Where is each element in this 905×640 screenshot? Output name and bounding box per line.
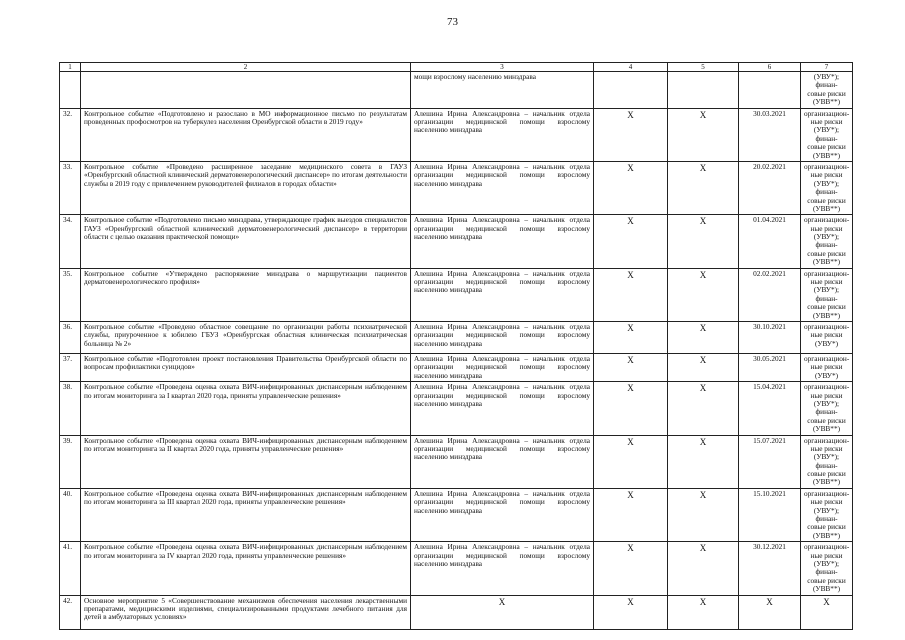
risk-line: совые риски: [807, 302, 846, 312]
risk-line: (УВУ*); финан-: [813, 232, 840, 250]
responsible-cell: Алешина Ирина Александровна – начальник отдела организации медицинской помощи взрослому населению минздрава: [411, 353, 594, 381]
risk-cell: [801, 595, 853, 629]
date-cell: 15.04.2021: [739, 382, 801, 435]
risk-line: организацион-: [804, 215, 850, 225]
responsible-cell: Алешина Ирина Александровна – начальник отдела организации медицинской помощи взрослому населению минздрава: [411, 321, 594, 353]
responsible-cell: Алешина Ирина Александровна – начальник отдела организации медицинской помощи взрослому населению минздрава: [411, 268, 594, 321]
risk-line: организацион-: [804, 353, 850, 363]
table-row: [60, 353, 853, 381]
table-row: [60, 161, 853, 214]
column-5-cell: Х: [668, 161, 739, 214]
column-5-cell: Х: [668, 321, 739, 353]
responsible-cell: Алешина Ирина Александровна – начальник отдела организации медицинской помощи взрослому населению минздрава: [411, 488, 594, 541]
risk-line: ные риски: [810, 497, 843, 507]
risk-cell: [801, 435, 853, 488]
risk-line: (УВВ**): [812, 150, 841, 160]
description-cell: Контрольное событие «Проведено областное совещание по организации работы психиатрической службы, приуроченное к юбилею ГБУЗ «Оренбургская областная клиническая психиатрическая больница № 2»: [81, 321, 411, 353]
column-5-cell: Х: [668, 215, 739, 268]
description-cell: Контрольное событие «Проведено расширенное заседание медицинского совета в ГАУЗ «Оренбургский областной клинический дерматовенерологический диспансер» по итогам деятельности службы в 2019 году с привлечением руководителей филиалов в городах области»: [81, 161, 411, 214]
risk-cell: [801, 108, 853, 161]
risk-line: (УВУ*); финан-: [813, 285, 840, 303]
column-5-cell: Х: [668, 268, 739, 321]
responsible-cell: Х: [411, 595, 594, 629]
continuation-row: [60, 72, 853, 109]
column-4-cell: Х: [594, 595, 668, 629]
column-4-cell: [594, 72, 668, 109]
column-number-row: [60, 63, 853, 72]
column-number: 3: [411, 63, 594, 72]
column-4-cell: Х: [594, 382, 668, 435]
risk-line: совые риски: [807, 142, 846, 152]
responsible-cell: Алешина Ирина Александровна – начальник отдела организации медицинской помощи взрослому населению минздрава: [411, 382, 594, 435]
risk-cell: [801, 161, 853, 214]
risk-line: (УВУ*); финан-: [813, 398, 840, 417]
risk-line: (УВУ*); финан-: [813, 72, 840, 90]
risk-line: (УВУ*): [814, 370, 839, 380]
risk-line: (УВВ**): [812, 584, 841, 594]
column-number: 5: [668, 63, 739, 72]
risk-cell: [801, 488, 853, 541]
risk-line: (УВУ*); финан-: [813, 505, 840, 524]
row-number-cell: 35.: [60, 268, 81, 321]
risk-line: ные риски: [810, 117, 843, 126]
responsible-cell: Алешина Ирина Александровна – начальник отдела организации медицинской помощи взрослому населению минздрава: [411, 215, 594, 268]
risk-line: организацион-: [804, 488, 850, 498]
row-number-cell: 34.: [60, 215, 81, 268]
risk-line: Х: [823, 596, 830, 607]
row-number-cell: 37.: [60, 353, 81, 381]
risk-line: (УВУ*): [814, 338, 839, 348]
description-cell: Контрольное событие «Подготовлен проект постановления Правительства Оренбургской области по вопросам профилактики суицидов»: [81, 353, 411, 381]
row-number-cell: [60, 72, 81, 109]
column-number: 6: [739, 63, 801, 72]
risk-cell: [801, 542, 853, 595]
column-number: 2: [81, 63, 411, 72]
description-cell: Основное мероприятие 5 «Совершенствование механизмов обеспечения населения лекарственными препаратами, медицинскими изделиями, специализированными продуктами лечебного питания для детей в амбулаторных условиях»: [81, 595, 411, 629]
risk-line: ные риски: [810, 443, 843, 453]
row-number-cell: 42.: [60, 595, 81, 629]
measures-table: [59, 62, 853, 630]
column-4-cell: Х: [594, 268, 668, 321]
date-cell: 01.04.2021: [739, 215, 801, 268]
risk-line: организацион-: [804, 161, 850, 171]
risk-line: ные риски: [810, 170, 843, 180]
risk-line: (УВВ**): [812, 424, 841, 434]
column-5-cell: Х: [668, 488, 739, 541]
date-cell: 30.12.2021: [739, 542, 801, 595]
risk-line: (УВУ*); финан-: [813, 125, 840, 143]
description-cell: Контрольное событие «Подготовлено письмо минздрава, утверждающее график выездов специалистов ГАУЗ «Оренбургский областной клинический дерматовенерологический диспансер» в территории области с целью оказания практической помощи»: [81, 215, 411, 268]
table-row: [60, 488, 853, 541]
risk-line: (УВВ**): [812, 477, 841, 487]
responsible-cell: Алешина Ирина Александровна – начальник отдела организации медицинской помощи взрослому населению минздрава: [411, 161, 594, 214]
risk-line: совые риски: [807, 248, 846, 258]
description-cell: Контрольное событие «Подготовлено и разослано в МО информационное письмо по результатам проведенных профосмотров на туберкулез населения Оренбургской области в 2019 году»: [81, 108, 411, 161]
risk-line: организацион-: [804, 321, 850, 331]
date-cell: 20.02.2021: [739, 161, 801, 214]
risk-line: совые риски: [807, 522, 846, 532]
risk-cell: [801, 321, 853, 353]
risk-line: совые риски: [807, 575, 846, 585]
risk-line: (УВУ*); финан-: [813, 178, 840, 197]
risk-line: совые риски: [807, 88, 846, 98]
date-cell: 15.07.2021: [739, 435, 801, 488]
row-number-cell: 41.: [60, 542, 81, 595]
description-cell: Контрольное событие «Проведена оценка охвата ВИЧ-инфицированных диспансерным наблюдением по итогам мониторинга за IV квартал 2020 года, приняты управленческие решения»: [81, 542, 411, 595]
risk-line: организацион-: [804, 382, 850, 392]
column-4-cell: Х: [594, 488, 668, 541]
description-cell: Контрольное событие «Утверждено распоряжение минздрава о маршрутизации пациентов дерматовенерологического профиля»: [81, 268, 411, 321]
column-4-cell: Х: [594, 435, 668, 488]
risk-line: ные риски: [810, 362, 843, 372]
risk-line: (УВВ**): [812, 203, 841, 213]
table-row: [60, 382, 853, 435]
table-row: [60, 268, 853, 321]
risk-line: ные риски: [810, 330, 843, 340]
column-4-cell: Х: [594, 161, 668, 214]
risk-line: совые риски: [807, 415, 846, 425]
column-5-cell: Х: [668, 353, 739, 381]
risk-line: ные риски: [810, 223, 843, 233]
risk-line: (УВВ**): [812, 310, 841, 320]
date-cell: 30.03.2021: [739, 108, 801, 161]
risk-line: (УВВ**): [812, 257, 841, 267]
row-number-cell: 38.: [60, 382, 81, 435]
risk-line: ные риски: [810, 277, 843, 287]
risk-cell: [801, 268, 853, 321]
date-cell: 02.02.2021: [739, 268, 801, 321]
column-5-cell: Х: [668, 435, 739, 488]
risk-line: организацион-: [804, 435, 850, 445]
risk-line: (УВВ**): [812, 530, 841, 540]
table-row: [60, 542, 853, 595]
table-row: [60, 108, 853, 161]
column-5-cell: Х: [668, 108, 739, 161]
row-number-cell: 36.: [60, 321, 81, 353]
column-5-cell: Х: [668, 382, 739, 435]
risk-line: ные риски: [810, 390, 843, 400]
column-4-cell: Х: [594, 542, 668, 595]
risk-line: (УВВ**): [812, 97, 841, 107]
table-row: [60, 321, 853, 353]
description-cell: [81, 72, 411, 109]
description-cell: Контрольное событие «Проведена оценка охвата ВИЧ-инфицированных диспансерным наблюдением по итогам мониторинга за I квартал 2020 года, приняты управленческие решения»: [81, 382, 411, 435]
row-number-cell: 32.: [60, 108, 81, 161]
responsible-cell: Алешина Ирина Александровна – начальник отдела организации медицинской помощи взрослому населению минздрава: [411, 108, 594, 161]
column-5-cell: Х: [668, 542, 739, 595]
risk-cell: [801, 353, 853, 381]
column-4-cell: Х: [594, 108, 668, 161]
date-cell: 30.10.2021: [739, 321, 801, 353]
page-number: 73: [447, 16, 458, 28]
risk-cell: [801, 72, 853, 109]
risk-line: организацион-: [804, 268, 850, 278]
column-4-cell: Х: [594, 215, 668, 268]
date-cell: 15.10.2021: [739, 488, 801, 541]
column-number: 4: [594, 63, 668, 72]
responsible-cell: мощи взрослому населению минздрава: [411, 72, 594, 109]
description-cell: Контрольное событие «Проведена оценка охвата ВИЧ-инфицированных диспансерным наблюдением по итогам мониторинга за III квартал 2020 года, приняты управленческие решения»: [81, 488, 411, 541]
risk-line: совые риски: [807, 469, 846, 479]
date-cell: Х: [739, 595, 801, 629]
risk-line: организацион-: [804, 108, 850, 118]
responsible-cell: Алешина Ирина Александровна – начальник отдела организации медицинской помощи взрослому населению минздрава: [411, 542, 594, 595]
column-5-cell: Х: [668, 595, 739, 629]
row-number-cell: 33.: [60, 161, 81, 214]
risk-cell: [801, 382, 853, 435]
column-number: 7: [801, 63, 853, 72]
date-cell: 30.05.2021: [739, 353, 801, 381]
risk-cell: [801, 215, 853, 268]
table-row: [60, 215, 853, 268]
responsible-cell: Алешина Ирина Александровна – начальник отдела организации медицинской помощи взрослому населению минздрава: [411, 435, 594, 488]
risk-line: (УВУ*); финан-: [813, 452, 840, 470]
table-row: [60, 435, 853, 488]
column-5-cell: [668, 72, 739, 109]
table-row: [60, 595, 853, 629]
column-4-cell: Х: [594, 321, 668, 353]
risk-line: ные риски: [810, 550, 843, 560]
date-cell: [739, 72, 801, 109]
column-4-cell: Х: [594, 353, 668, 381]
row-number-cell: 39.: [60, 435, 81, 488]
row-number-cell: 40.: [60, 488, 81, 541]
risk-line: совые риски: [807, 195, 846, 205]
risk-line: (УВУ*); финан-: [813, 558, 840, 577]
column-number: 1: [60, 63, 81, 72]
description-cell: Контрольное событие «Проведена оценка охвата ВИЧ-инфицированных диспансерным наблюдением по итогам мониторинга за II квартал 2020 года, приняты управленческие решения»: [81, 435, 411, 488]
risk-line: организацион-: [804, 542, 850, 552]
